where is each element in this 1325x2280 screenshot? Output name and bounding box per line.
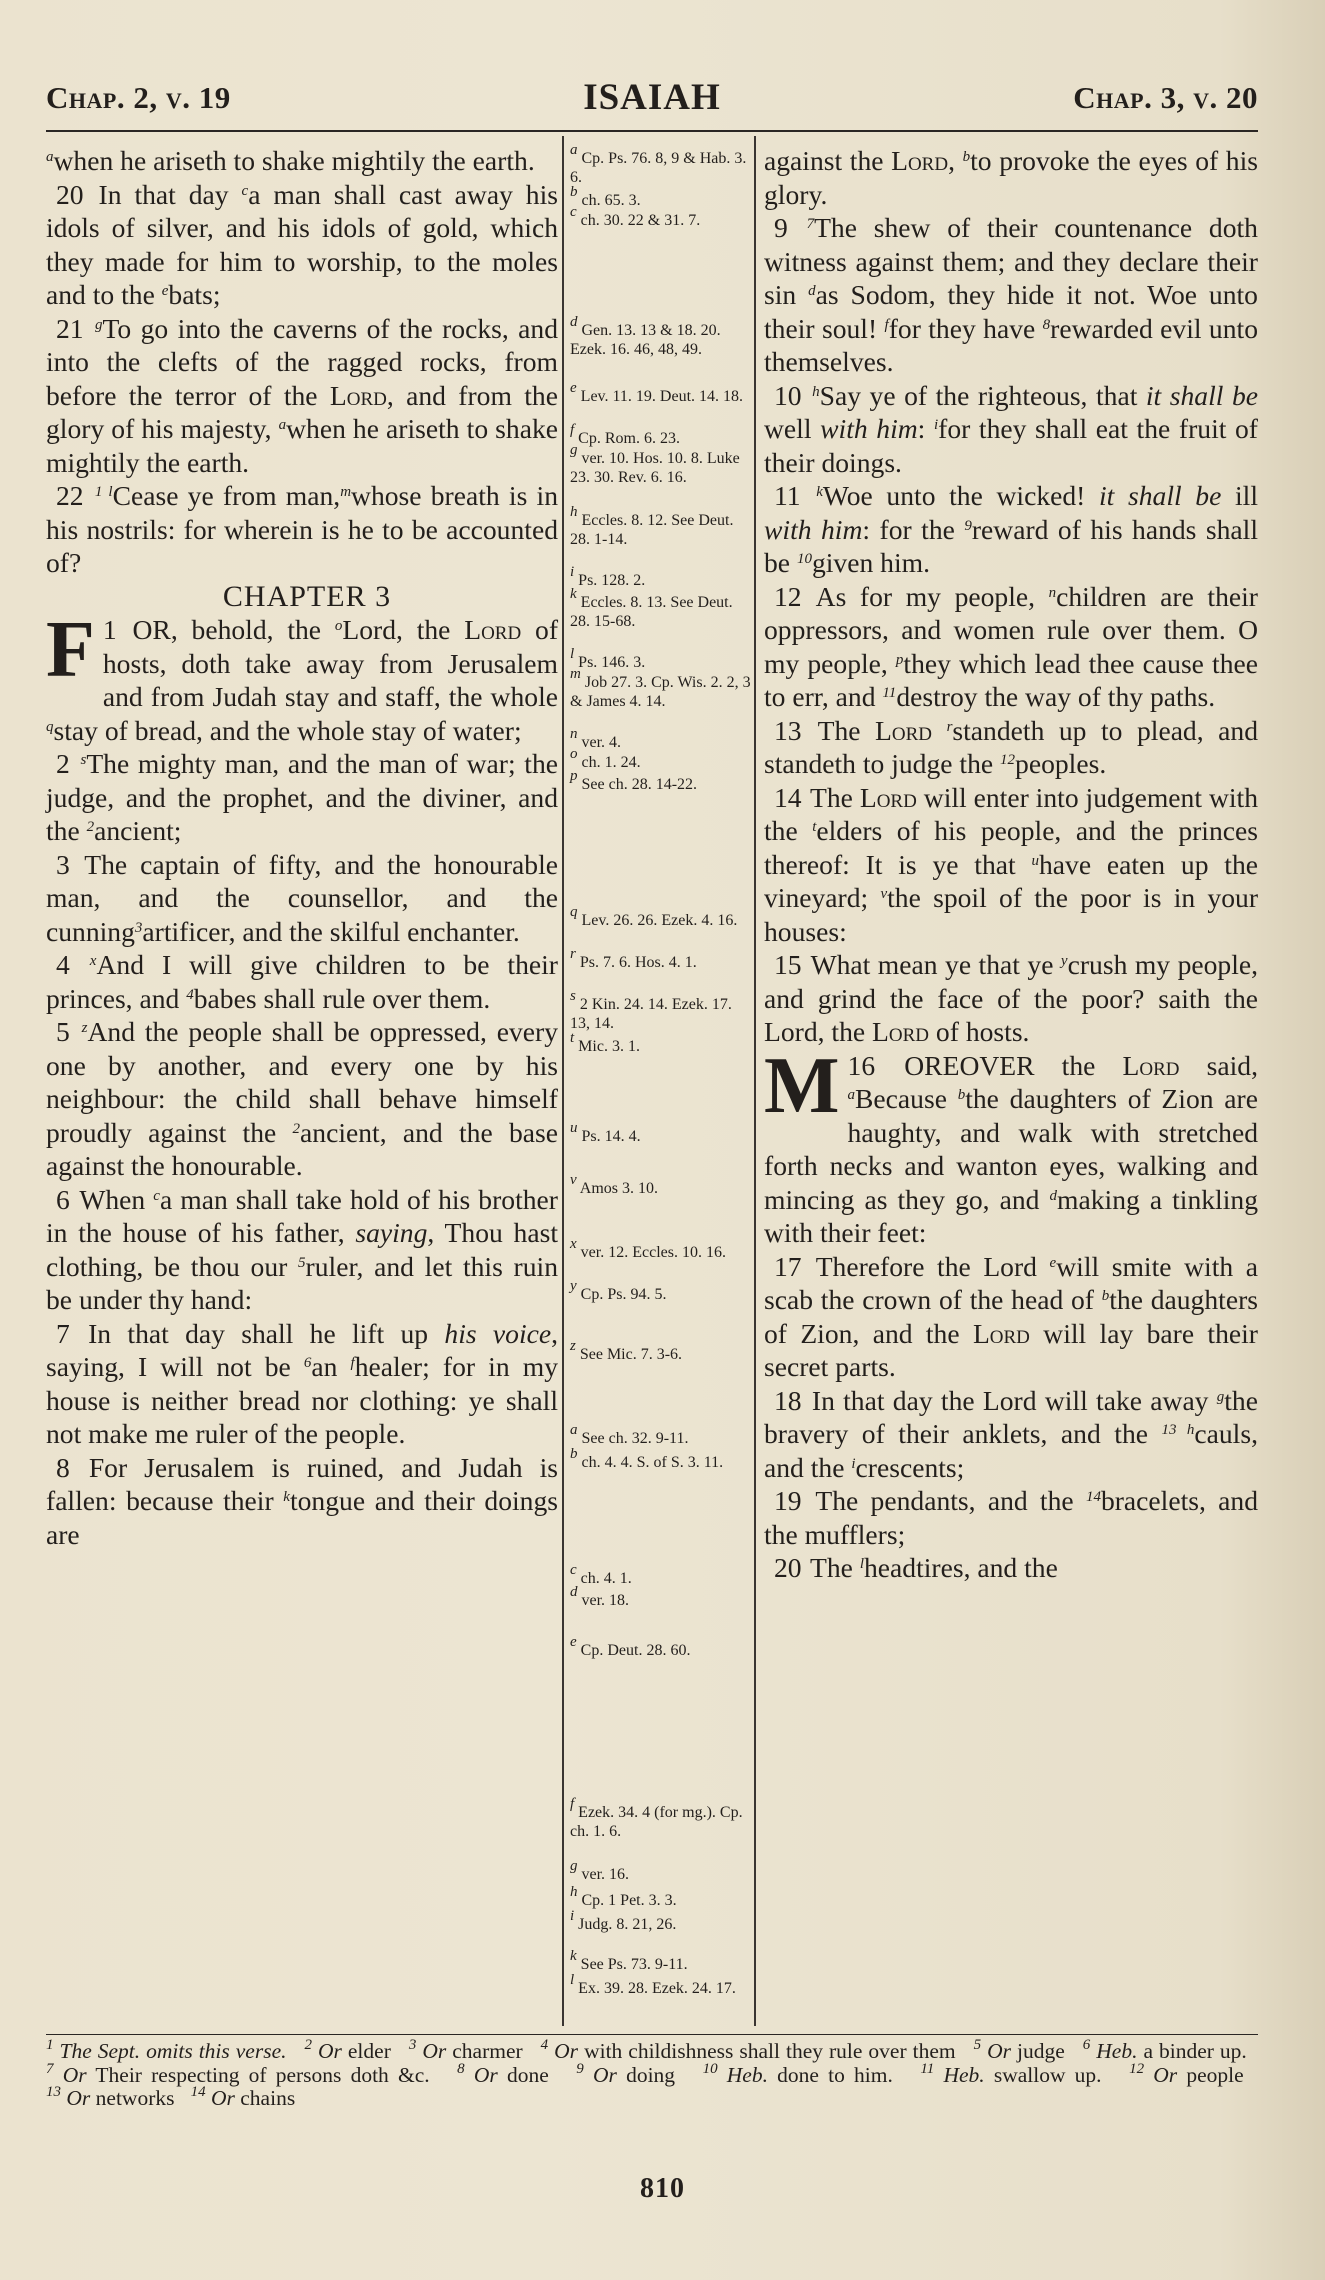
margin-note: o ch. 1. 24. xyxy=(570,746,641,771)
verse-3-8-continuation: against the Lord, $^b$to provoke the eyes of his glory. xyxy=(764,145,1258,210)
header-book-title: ISAIAH xyxy=(583,77,721,118)
verse-3-12: 12 As for my people, $^n$children are their oppressors, and women rule over them. O my people, $^p$they which lead thee cause thee to err, and $^{11}$destroy the way of thy paths. xyxy=(764,580,1258,712)
verse-3-2: 2 $^s$The mighty man, and the man of war; the judge, and the prophet, and the diviner, and the $^2$ancient; xyxy=(46,748,559,846)
verse-2-19-continuation: $^a$when he ariseth to shake mightily the earth. xyxy=(46,145,535,176)
margin-note: z See Mic. 7. 3-6. xyxy=(570,1338,683,1363)
verse-3-6: 6 When $^c$a man shall take hold of his brother in the house of his father, saying, Thou hast clothing, be thou our $^5$ruler, and let this ruin be under thy hand: xyxy=(46,1183,558,1315)
verse-2-20: 20 In that day $^c$a man shall cast away his idols of silver, and his idols of gold, which they made for him to worship, to the moles and to the $^e$bats; xyxy=(46,178,559,310)
footnote: $^{14}$ Or chains xyxy=(190,2084,296,2110)
verse-3-14: 14 The Lord will enter into judgement with the $^t$elders of his people, and the princes thereof: It is ye that $^u$have eaten up the vineyard; $^v$the spoil of the poor is in your houses: xyxy=(764,781,1259,947)
footnote: $^4$ Or with childishness shall they rule over them xyxy=(540,2037,956,2063)
verse-3-13: 13 The Lord $^r$standeth up to plead, and standeth to judge the $^{12}$peoples. xyxy=(764,714,1258,779)
drop-cap-f: F xyxy=(46,606,95,694)
margin-note: e Lev. 11. 19. Deut. 14. 18. xyxy=(570,380,744,405)
margin-note: b ch. 65. 3. xyxy=(570,184,641,209)
margin-note: b ch. 4. 4. S. of S. 3. 11. xyxy=(570,1446,724,1471)
footnote: $^3$ Or charmer xyxy=(408,2037,523,2063)
footnote-line xyxy=(46,2037,1258,2111)
margin-note: n ver. 4. xyxy=(570,726,622,751)
margin-note: d ver. 18. xyxy=(570,1584,630,1609)
chapter-3-heading: CHAPTER 3 xyxy=(222,579,392,613)
margin-note: v Amos 3. 10. xyxy=(570,1172,659,1197)
margin-note: t Mic. 3. 1. xyxy=(570,1030,640,1055)
verse-3-9: 9 $^7$The shew of their countenance doth witness against them; and they declare their sin $^d$as Sodom, they hide it not. Woe unto their soul! $^f$for they have $^8$rewarded evil unto themselves. xyxy=(764,212,1258,377)
verse-3-1: 1 F OR, behold, the $^o$Lord, the Lord of hosts, doth take away from Jerusalem and from Judah stay and staff, the whole $^q$stay of bread, and the whole stay of water; xyxy=(46,606,559,746)
margin-note: k See Ps. 73. 9-11. xyxy=(570,1948,688,1973)
column-divider-left xyxy=(562,136,564,2026)
margin-note: i Judg. 8. 21, 26. xyxy=(570,1908,677,1933)
margin-note: p See ch. 28. 14-22. xyxy=(570,768,698,793)
header-rule xyxy=(46,130,1258,132)
margin-note: f Ezek. 34. 4 (for mg.). Cp. ch. 1. 6. xyxy=(570,1796,743,1840)
verse-3-4: 4 $^x$And I will give children to be their princes, and $^4$babes shall rule over them. xyxy=(46,949,558,1014)
left-text-column xyxy=(46,144,558,1551)
footnote: $^9$ Or doing xyxy=(576,2060,676,2087)
margin-note: l Ex. 39. 28. Ezek. 24. 17. xyxy=(570,1972,736,1997)
verse-3-19: 19 The pendants, and the $^{14}$bracelets, and the mufflers; xyxy=(764,1485,1259,1550)
verse-3-10: 10 $^h$Say ye of the righteous, that it shall be well with him: $^i$for they shall eat the fruit of their doings. xyxy=(764,379,1258,478)
footnote: $^{13}$ Or networks xyxy=(46,2084,175,2110)
margin-note: a See ch. 32. 9-11. xyxy=(570,1422,689,1447)
footnote: $^2$ Or elder xyxy=(304,2037,391,2063)
margin-note: x ver. 12. Eccles. 10. 16. xyxy=(570,1236,726,1261)
footnote: $^{12}$ Or people xyxy=(1129,2060,1244,2087)
margin-note: g ver. 16. xyxy=(570,1858,630,1883)
margin-note: h Eccles. 8. 12. See Deut. 28. 1-14. xyxy=(570,504,734,548)
footnotes xyxy=(46,2037,1258,2111)
verse-3-18: 18 In that day the Lord will take away $^g$the bravery of their anklets, and the $^{13 h}$cauls, and the $^i$crescents; xyxy=(764,1384,1258,1483)
footnote: $^5$ Or judge xyxy=(973,2037,1065,2063)
verse-3-5: 5 $^z$And the people shall be oppressed, every one by another, and every one by his neighbour: the child shall behave himself proudly against the $^2$ancient, and the base against the honourable. xyxy=(46,1016,558,1181)
verse-3-11: 11 $^k$Woe unto the wicked! it shall be ill with him: for the $^9$reward of his hands shall be $^{10}$given him. xyxy=(764,480,1259,578)
margin-note: h Cp. 1 Pet. 3. 3. xyxy=(570,1884,677,1909)
footnote: $^7$ Or Their respecting of persons doth &c. xyxy=(46,2060,430,2087)
margin-note: r Ps. 7. 6. Hos. 4. 1. xyxy=(570,946,697,971)
right-text-column xyxy=(764,144,1258,1585)
footnote: $^8$ Or done xyxy=(457,2060,549,2087)
margin-note: e Cp. Deut. 28. 60. xyxy=(570,1634,691,1659)
margin-note: k Eccles. 8. 13. See Deut. 28. 15-68. xyxy=(570,586,733,630)
header-right-reference: Chap. 3, v. 20 xyxy=(1073,80,1258,115)
drop-cap-m: M xyxy=(764,1041,840,1130)
verse-3-8: 8 For Jerusalem is ruined, and Judah is fallen: because their $^k$tongue and their doings are xyxy=(46,1451,558,1550)
margin-note: l Ps. 146. 3. xyxy=(570,646,646,671)
margin-note: f Cp. Rom. 6. 23. xyxy=(570,422,680,447)
verse-3-7: 7 In that day shall he lift up his voice, saying, I will not be $^6$an $^f$healer; for in my house is neither bread nor clothing: ye shall not make me ruler of the people. xyxy=(46,1317,559,1449)
margin-note: s 2 Kin. 24. 14. Ezek. 17. 13, 14. xyxy=(570,988,732,1032)
footnote: $^6$ Heb. a binder up. xyxy=(1082,2037,1247,2063)
running-header xyxy=(46,77,1258,128)
margin-note: i Ps. 128. 2. xyxy=(570,564,646,589)
verse-2-22: 22 $^{1 l}$Cease ye from man,$^m$whose breath is in his nostrils: for wherein is he to be accounted of? xyxy=(46,480,559,578)
footnote: $^{10}$ Heb. done to him. xyxy=(702,2060,893,2087)
margin-note: c ch. 30. 22 & 31. 7. xyxy=(570,204,701,229)
footnote-rule xyxy=(46,2034,1258,2035)
margin-note: u Ps. 14. 4. xyxy=(570,1120,641,1145)
margin-note: g ver. 10. Hos. 10. 8. Luke 23. 30. Rev. 6. 16. xyxy=(570,442,740,486)
verse-3-20: 20 The $^l$headtires, and the xyxy=(774,1552,1058,1583)
verse-3-3: 3 The captain of fifty, and the honourable man, and the counsellor, and the cunning$^3$artificer, and the skilful enchanter. xyxy=(46,848,558,947)
footnote: $^1$ The Sept. omits this verse. xyxy=(46,2037,287,2063)
verse-2-21: 21 $^g$To go into the caverns of the rocks, and into the clefts of the ragged rocks, from before the terror of the Lord, and from the glory of his majesty, $^a$when he ariseth to shake mightily the earth. xyxy=(46,312,558,478)
margin-note: c ch. 4. 1. xyxy=(570,1562,632,1587)
margin-note: m Job 27. 3. Cp. Wis. 2. 2, 3 & James 4. 14. xyxy=(570,666,751,710)
margin-note: q Lev. 26. 26. Ezek. 4. 16. xyxy=(570,904,738,929)
verse-3-17: 17 Therefore the Lord $^e$will smite with a scab the crown of the head of $^b$the daughters of Zion, and the Lord will lay bare their secret parts. xyxy=(764,1250,1258,1382)
margin-note: y Cp. Ps. 94. 5. xyxy=(570,1278,667,1303)
column-divider-right xyxy=(754,136,756,2026)
page-number: 810 xyxy=(640,2173,685,2204)
margin-note: a Cp. Ps. 76. 8, 9 & Hab. 3. 6. xyxy=(570,142,747,186)
verse-3-15: 15 What mean ye that ye $^y$crush my people, and grind the face of the poor? saith the Lord, the Lord of hosts. xyxy=(764,949,1259,1047)
footnote: $^{11}$ Heb. swallow up. xyxy=(920,2060,1102,2087)
verse-3-16: 16 M OREOVER the Lord said, $^a$Because $^b$the daughters of Zion are haughty, and walk with stretched forth necks and wanton eyes, walking and mincing as they go, and $^d$making a tinkling with their feet: xyxy=(764,1041,1258,1248)
margin-note: d Gen. 13. 13 & 18. 20. Ezek. 16. 46, 48, 49. xyxy=(570,314,721,358)
header-left-reference: Chap. 2, v. 19 xyxy=(46,80,231,115)
